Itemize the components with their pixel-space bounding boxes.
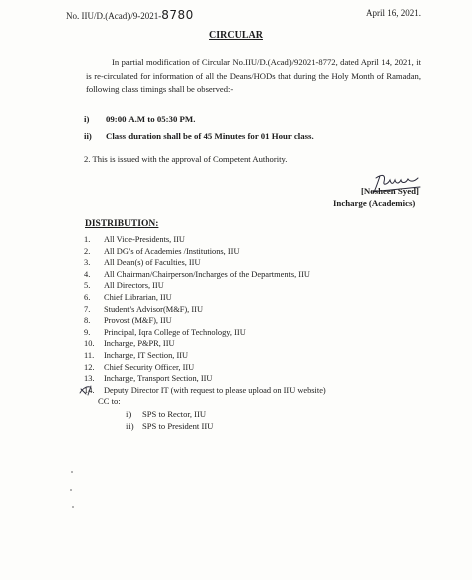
list-item: 4. All Chairman/Chairperson/Incharges of the Departments, IIU bbox=[84, 269, 310, 279]
list-item: 13. Incharge, Transport Section, IIU bbox=[84, 374, 213, 384]
document-date: April 16, 2021. bbox=[366, 8, 421, 18]
list-item: 14. Deputy Director IT (with request to please upload on IIU website) bbox=[84, 385, 326, 397]
list-item: 1. All Vice-Presidents, IIU bbox=[84, 235, 185, 244]
timing-point-2 bbox=[84, 131, 314, 141]
scan-speck bbox=[71, 471, 73, 473]
list-item: 2. All DG's of Academies /Institutions, IIU bbox=[84, 246, 240, 256]
scan-speck bbox=[72, 506, 74, 508]
point-text: 09:00 A.M to 05:30 PM. bbox=[106, 114, 196, 124]
cc-label: CC to: bbox=[98, 396, 121, 406]
cc-list bbox=[126, 408, 213, 432]
list-item: 9. Principal, Iqra College of Technology, IIU bbox=[84, 327, 246, 337]
list-item: 10. Incharge, P&PR, IIU bbox=[84, 339, 175, 349]
list-item: i) SPS to Rector, IIU bbox=[126, 409, 207, 419]
distribution-heading: DISTRIBUTION: bbox=[85, 219, 159, 229]
distribution-list bbox=[84, 234, 326, 396]
list-item: 7. Student's Advisor(M&F), IIU bbox=[84, 304, 203, 314]
list-item: 6. Chief Librarian, IIU bbox=[84, 292, 172, 302]
point-number: i) bbox=[84, 114, 90, 124]
list-item: 12. Chief Security Officer, IIU bbox=[84, 362, 195, 372]
list-item: 3. All Dean(s) of Faculties, IIU bbox=[84, 258, 201, 268]
reference-handwritten-number: 8780 bbox=[161, 8, 194, 22]
handwritten-tick-mark bbox=[78, 384, 98, 396]
list-item: ii) SPS to President IIU bbox=[126, 421, 214, 431]
scan-speck bbox=[70, 489, 72, 491]
reference-number bbox=[66, 8, 194, 22]
list-item: 8. Provost (M&F), IIU bbox=[84, 316, 172, 326]
list-item: 11. Incharge, IT Section, IIU bbox=[84, 350, 189, 360]
list-item: 5. All Directors, IIU bbox=[84, 281, 164, 291]
document-title: CIRCULAR bbox=[209, 30, 263, 41]
point-text: Class duration shall be of 45 Minutes for 01 Hour class. bbox=[106, 131, 314, 141]
body-paragraph: In partial modification of Circular No.IIU/D.(Acad)/92021-8772, dated April 14, 2021, it is re-circulated for information of all the Deans/HODs that during the Holy Month of Ramadan, following class timings shall be observed:- bbox=[86, 57, 421, 94]
timing-point-1 bbox=[84, 114, 195, 124]
approval-note: 2. This is issued with the approval of Competent Authority. bbox=[84, 154, 288, 164]
signatory-name: [Nosheen Syed] bbox=[361, 186, 419, 196]
reference-prefix: No. IIU/D.(Acad)/9-2021- bbox=[66, 11, 162, 21]
signatory-designation: Incharge (Academics) bbox=[333, 198, 416, 208]
point-number: ii) bbox=[84, 131, 92, 141]
